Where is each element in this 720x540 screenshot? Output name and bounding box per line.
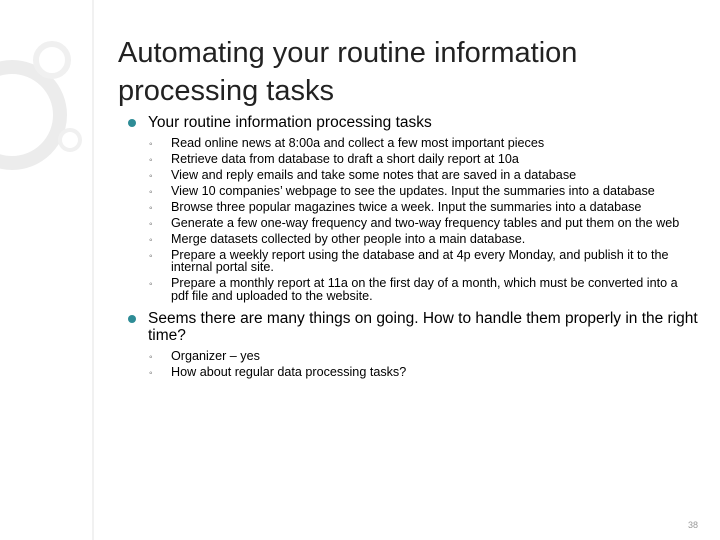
ring-bullet-icon: ◦	[149, 171, 153, 182]
list-item: ◦ View and reply emails and take some notes that are saved in a database	[149, 168, 577, 182]
list-item: ◦ Generate a few one-way frequency and two-way frequency tables and put them on the web	[149, 216, 680, 230]
subitem-list	[128, 137, 698, 302]
slide-content	[128, 114, 698, 387]
ring-bullet-icon: ◦	[149, 235, 153, 246]
list-item: ◦ Read online news at 8:00a and collect a few most important pieces	[149, 136, 545, 150]
ring-bullet-icon: ◦	[149, 187, 153, 198]
list-item: ◦ Retrieve data from database to draft a short daily report at 10a	[149, 152, 519, 166]
bullet-text: Seems there are many things on going. How to handle them properly in the right time?	[148, 310, 698, 345]
ring-bullet-icon: ◦	[149, 219, 153, 230]
list-item: ◦ View 10 companies’ webpage to see the updates. Input the summaries into a database	[149, 184, 655, 198]
page-number: 38	[688, 520, 699, 530]
ring-bullet-icon: ◦	[149, 279, 153, 291]
slide-title: Automating your routine information processing tasks	[118, 37, 578, 107]
ring-bullet-icon: ◦	[149, 251, 153, 262]
ring-bullet-icon: ◦	[149, 352, 153, 364]
bullet-routine-tasks	[128, 114, 698, 131]
list-item: ◦ How about regular data processing tasks?	[149, 365, 407, 380]
ring-bullet-icon: ◦	[149, 368, 153, 380]
ring-bullet-icon: ◦	[149, 203, 153, 214]
subitem-list	[128, 350, 698, 378]
bullet-handle-tasks	[128, 310, 698, 344]
list-item: ◦ Browse three popular magazines twice a week. Input the summaries into a database	[149, 200, 642, 214]
decorative-circles	[0, 0, 120, 200]
list-item: ◦ Organizer – yes	[149, 349, 260, 364]
ring-bullet-icon: ◦	[149, 139, 153, 150]
bullet-text: Your routine information processing tasks	[148, 114, 432, 131]
list-item: ◦ Prepare a weekly report using the database and at 4p every Monday, and publish it to the internal portal site.	[149, 248, 669, 275]
bullet-dot-icon	[128, 315, 136, 323]
ring-bullet-icon: ◦	[149, 155, 153, 166]
list-item: ◦ Merge datasets collected by other people into a main database.	[149, 232, 526, 246]
list-item: ◦ Prepare a monthly report at 11a on the first day of a month, which must be converted into a pdf file and uploaded to the website.	[149, 276, 678, 303]
decorative-vertical-line	[92, 0, 94, 540]
bullet-dot-icon	[128, 119, 136, 127]
